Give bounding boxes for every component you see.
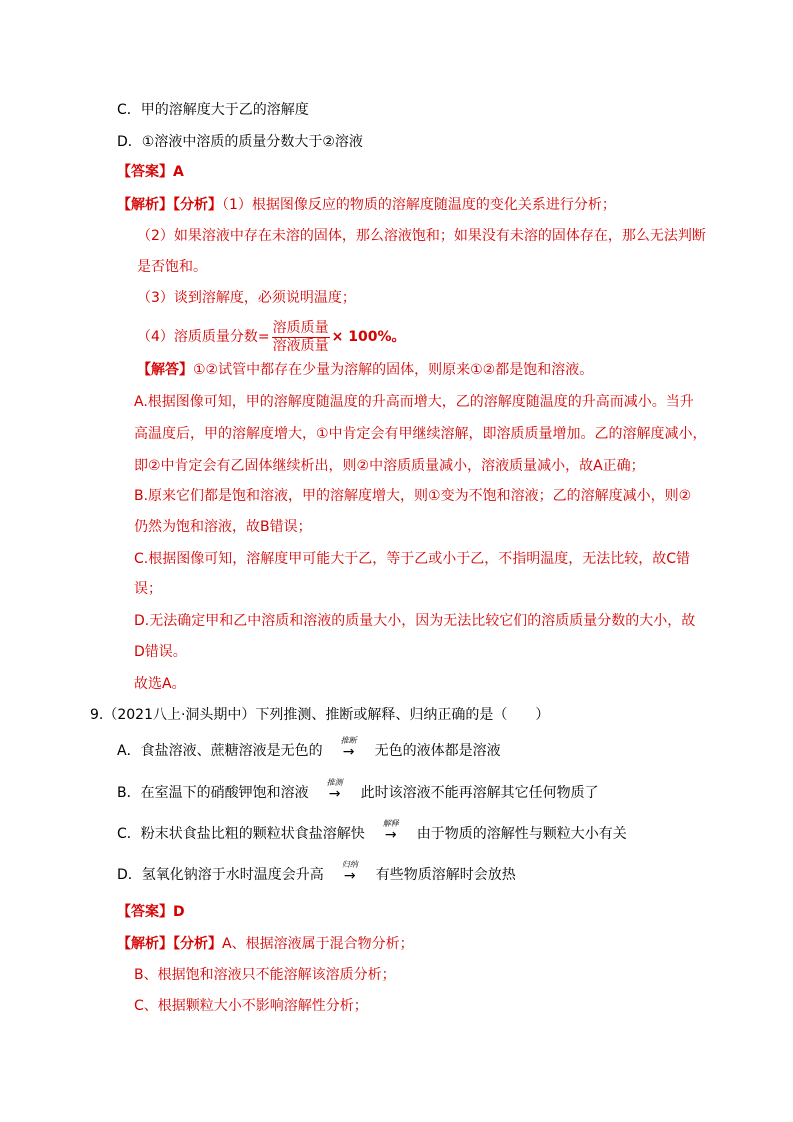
option-c: C．甲的溶解度大于乙的溶解度 bbox=[117, 102, 309, 118]
q9-option-b bbox=[117, 778, 599, 804]
q9-option-c bbox=[117, 819, 627, 845]
solve-b-line-1: B.原来它们都是饱和溶液，甲的溶解度增大，则①变为不饱和溶液；乙的溶解度减小，则② bbox=[134, 488, 692, 504]
fraction-numerator: 溶质质量 bbox=[272, 319, 329, 336]
q9-option-d-arrow-label: 归纳 bbox=[341, 860, 358, 869]
q9-option-d bbox=[117, 860, 516, 886]
analysis-text-1: （1）根据图像反应的物质的溶解度随温度的变化关系进行分析； bbox=[222, 197, 616, 213]
solve-d-line-1: D.无法确定甲和乙中溶质和溶液的质量大小，因为无法比较它们的溶质质量分数的大小，故 bbox=[134, 613, 696, 629]
solve-line bbox=[137, 360, 593, 380]
q9-analysis-tag: 【解析】【分析】 bbox=[117, 936, 222, 952]
q9-option-b-conclusion: 此时该溶液不能再溶解其它任何物质了 bbox=[360, 785, 599, 801]
q9-analysis-line-a bbox=[117, 934, 414, 954]
q9-option-d-conclusion: 有些物质溶解时会放热 bbox=[375, 867, 516, 883]
right-arrow-icon: → bbox=[384, 827, 397, 843]
q9-option-a-arrow-label: 推断 bbox=[340, 736, 357, 745]
q9-option-a-premise: A．食盐溶液、蔗糖溶液是无色的 bbox=[117, 743, 323, 759]
right-arrow-icon: → bbox=[343, 868, 356, 884]
q9-analysis-a: A、根据溶液属于混合物分析； bbox=[222, 936, 414, 952]
solve-intro: ①②试管中都存在少量为溶解的固体，则原来①②都是饱和溶液。 bbox=[193, 362, 594, 378]
q9-option-c-arrow-label: 解释 bbox=[382, 819, 399, 828]
solve-choice: 故选A。 bbox=[134, 676, 186, 692]
analysis-line-1 bbox=[117, 195, 616, 215]
question-9-stem: 9.（2021八上·洞头期中）下列推测、推断或解释、归纳正确的是（ ） bbox=[90, 707, 550, 723]
option-d: D．①溶液中溶质的质量分数大于②溶液 bbox=[117, 134, 363, 150]
solve-a-line-2: 高温度后，甲的溶解度增大，①中肯定会有甲继续溶解，即溶质质量增加。乙的溶解度减小， bbox=[134, 426, 707, 442]
q9-option-d-premise: D．氢氧化钠溶于水时温度会升高 bbox=[117, 867, 324, 883]
formula-prefix: （4）溶质质量分数= bbox=[137, 329, 270, 345]
analysis-line-2a: （2）如果溶液中存在未溶的固体，那么溶液饱和；如果没有未溶的固体存在，那么无法判断 bbox=[137, 228, 706, 244]
q9-option-a-arrow bbox=[329, 736, 369, 758]
q9-analysis-line-c: C、根据颗粒大小不影响溶解性分析； bbox=[134, 998, 368, 1014]
solve-a-line-3: 即②中肯定会有乙固体继续析出，则②中溶质质量减小，溶液质量减小，故A正确； bbox=[134, 458, 645, 474]
fraction-denominator: 溶液质量 bbox=[272, 337, 329, 354]
formula-suffix: × 100%。 bbox=[331, 329, 406, 345]
solve-d-line-2: D错误。 bbox=[134, 644, 187, 660]
q9-option-b-arrow bbox=[315, 778, 355, 800]
analysis-line-2b: 是否饱和。 bbox=[137, 259, 207, 275]
q9-option-d-arrow bbox=[330, 860, 370, 882]
right-arrow-icon: → bbox=[342, 744, 355, 760]
right-arrow-icon: → bbox=[328, 786, 341, 802]
q9-option-b-premise: B．在室温下的硝酸钾饱和溶液 bbox=[117, 785, 309, 801]
solve-a-line-1: A.根据图像可知，甲的溶解度随温度的升高而增大，乙的溶解度随温度的升高而减小。当升 bbox=[134, 394, 694, 410]
solve-c-line-2: 误； bbox=[134, 581, 162, 597]
q9-option-c-premise: C．粉末状食盐比粗的颗粒状食盐溶解快 bbox=[117, 826, 365, 842]
q9-analysis-line-b: B、根据饱和溶液只不能溶解该溶质分析； bbox=[134, 967, 396, 983]
solve-b-line-2: 仍然为饱和溶液，故B错误； bbox=[134, 519, 312, 535]
q9-answer-label: 【答案】D bbox=[117, 904, 185, 920]
analysis-tag: 【解析】【分析】 bbox=[117, 197, 222, 213]
q9-option-a bbox=[117, 736, 501, 762]
q9-option-c-arrow bbox=[371, 819, 411, 841]
mass-fraction-formula bbox=[272, 320, 330, 355]
q9-option-a-conclusion: 无色的液体都是溶液 bbox=[374, 743, 501, 759]
analysis-line-4 bbox=[137, 318, 406, 356]
solve-tag: 【解答】 bbox=[137, 362, 193, 378]
q9-option-c-conclusion: 由于物质的溶解性与颗粒大小有关 bbox=[416, 826, 627, 842]
answer-label: 【答案】A bbox=[117, 164, 184, 180]
analysis-line-3: （3）谈到溶解度，必须说明温度； bbox=[137, 290, 356, 306]
solve-c-line-1: C.根据图像可知，溶解度甲可能大于乙，等于乙或小于乙，不指明温度，无法比较，故C错 bbox=[134, 551, 690, 567]
q9-option-b-arrow-label: 推测 bbox=[326, 778, 343, 787]
